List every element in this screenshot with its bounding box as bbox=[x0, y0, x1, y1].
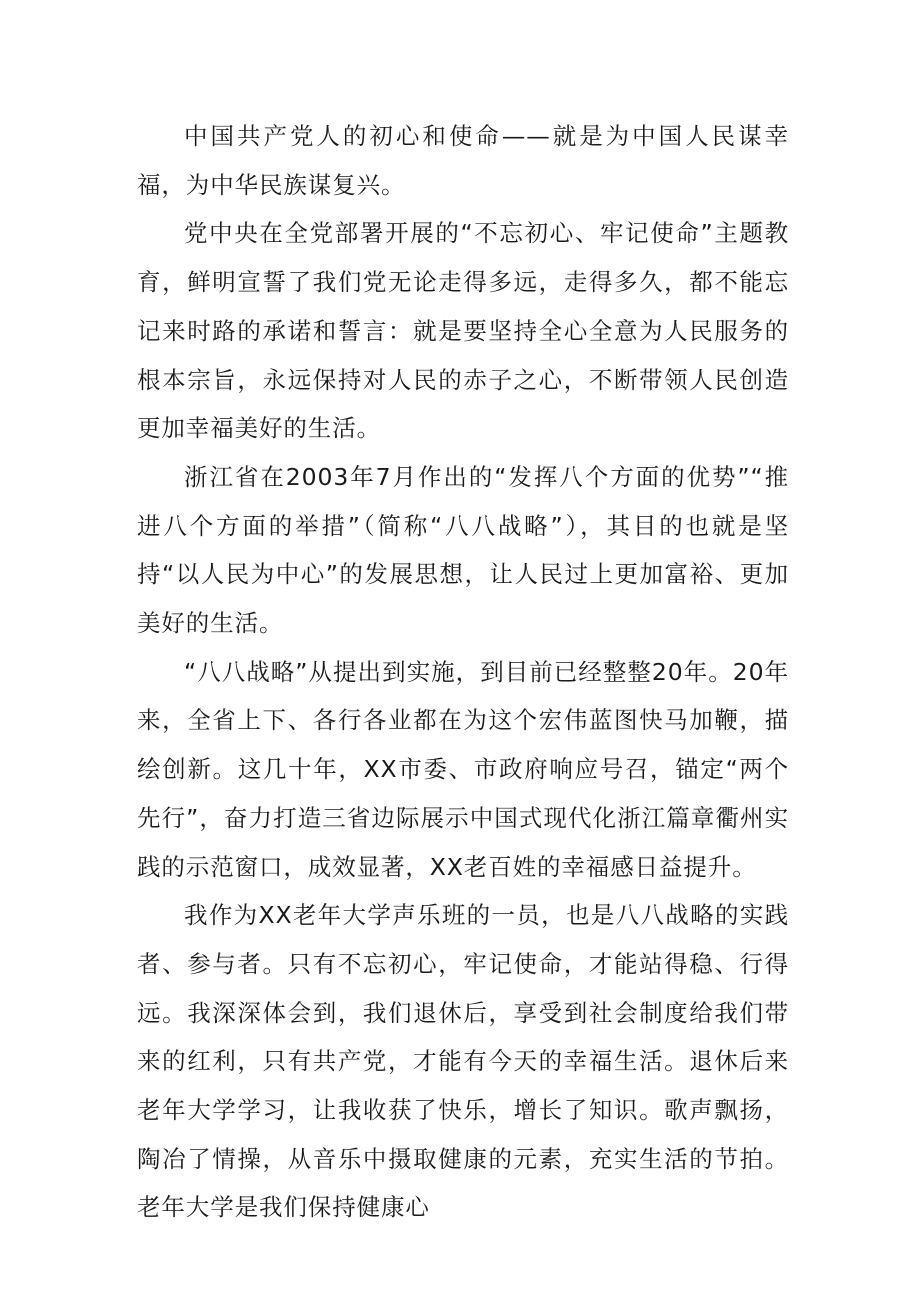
paragraph-mission: 中国共产党人的初心和使命——就是为中国人民谋幸福，为中华民族谋复兴。 bbox=[137, 122, 789, 199]
document-body bbox=[137, 112, 789, 1232]
paragraph-senior-university: 我作为XX老年大学声乐班的一员，也是八八战略的实践者、参与者。只有不忘初心，牢记使命，才能站得稳、行得远。我深深体会到，我们退休后，享受到社会制度给我们带来的红利，只有共产党，才能有今天的幸福生活。退休后来老年大学学习，让我收获了快乐，增长了知识。歌声飘扬，陶冶了情操，从音乐中摄取健康的元素，充实生活的节拍。老年大学是我们保持健康心 bbox=[137, 901, 789, 1222]
paragraph-88-strategy: 浙江省在2003年7月作出的“发挥八个方面的优势”“推进八个方面的举措”（简称“八八战略”），其目的也就是坚持“以人民为中心”的发展思想，让人民过上更加富裕、更加美好的生活。 bbox=[137, 462, 789, 638]
paragraph-20-years: “八八战略”从提出到实施，到目前已经整整20年。20年来，全省上下、各行各业都在为这个宏伟蓝图快马加鞭，描绘创新。这几十年，XX市委、市政府响应号召，锚定“两个先行”，奋力打造三省边际展示中国式现代化浙江篇章衢州实践的示范窗口，成效显著，XX老百姓的幸福感日益提升。 bbox=[137, 657, 789, 881]
paragraph-theme-education: 党中央在全党部署开展的“不忘初心、牢记使命”主题教育，鲜明宣誓了我们党无论走得多远，走得多久，都不能忘记来时路的承诺和誓言：就是要坚持全心全意为人民服务的根本宗旨，永远保持对人民的赤子之心，不断带领人民创造更加幸福美好的生活。 bbox=[137, 219, 789, 443]
